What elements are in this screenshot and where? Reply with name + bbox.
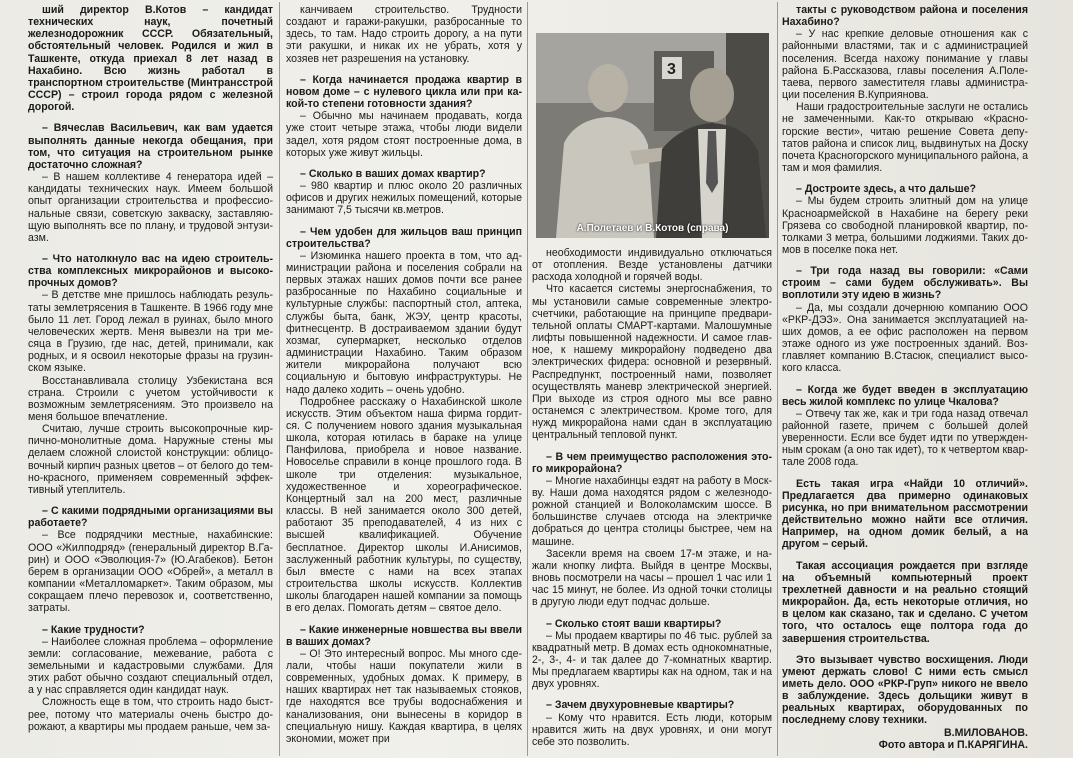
byline: В.МИЛОВАНОВ. — [944, 726, 1028, 739]
photo-caption: А.Полетаев и В.Котов (справа) — [576, 223, 729, 234]
body-paragraph: – О! Это интересный вопрос. Мы много сделали, чтобы наши покупатели жили в современных, удобных домах. К примеру, в наших квартирах нет так называемых стояков, где находятся все трубы водоснабжения и канализования, они вынесены в коридор в специальную нишу. Каждая квартира, в целях экономии, может при — [286, 647, 522, 745]
body-paragraph: Восстанавливала столицу Узбекистана вся страна. Строили с учетом устойчивости к возможным землетрясениям. Это произвело на меня большое впечатление. — [28, 374, 273, 423]
column-4 — [782, 4, 1028, 754]
interview-question: – Вячеслав Васильевич, как вам удается выполнять данные некогда обещания, при том, что ситуация на строительном рынке достаточно сложная? — [28, 122, 273, 171]
body-paragraph: Считаю, лучше строить высокопрочные кирпично-монолитные дома. Наружные стены мы делаем сложной слоистой конструкции: облицовочный кирпич разных цветов – от белого до темно-красного, применяем современный эффективный утеплитель. — [28, 423, 273, 496]
interview-question: – Что натолкнуло вас на идею строительства комплексных микрорайонов и высокопрочных домов? — [28, 252, 273, 290]
body-paragraph: Засекли время на своем 17-м этаже, и нажали кнопку лифта. Выйдя в центре Москвы, вновь посмотрели на часы – прошел 1 час или 1 час 15 минут, не более. Из одной точки столицы в другую люди едут подчас дольше. — [532, 547, 772, 609]
interview-question: – Чем удобен для жильцов ваш принцип строительства? — [286, 225, 522, 250]
body-paragraph: – Отвечу так же, как и три года назад отвечал районной газете, причем с большей долей уверенности. Если все будет идти по утвержденным срокам (а оно так идет), то к четвертом квартале 2008 года. — [782, 407, 1028, 469]
body-paragraph: – В нашем коллективе 4 генератора идей – кандидаты технических наук. Имеем большой опыт организации строительства и профессиональные связи, советскую закваску, заставляющую выполнять все по плану, и трудовой энтузиазм. — [28, 171, 273, 244]
lead-paragraph: такты с руководством района и поселения Нахабино? — [782, 4, 1028, 29]
body-paragraph: Подробнее расскажу о Нахабинской школе искусств. Этим объектом наша фирма гордится. С получением нового здания музыкальная школа, которая ютилась в бараке на улице Панфилова, приобрела и новое название. Новоселье справили в конце прошлого года. В школе три отделения: музыкальное, художественное и хореографическое. Концертный зал на 200 мест, различные классы. В ней занимается около 300 детей, работают 35 преподавателей, 4 из них с высшей квалификацией. Обучение бесплатное. Директор школы И.Анисимов, заслуженный работник культуры, по существу, был вместе с нами на всех этапах строительства школы искусств. Коллектив школы благодарен нашей компании за помощь в его делах. Помогать детям – святое дело. — [286, 395, 522, 615]
column-2 — [286, 4, 522, 754]
body-paragraph: – Кому что нравится. Есть люди, которым нравится жить на двух уровнях, и они могут себе это позволить. — [532, 711, 772, 748]
interview-question: – Когда начинается продажа квартир в новом доме – с нулевого цикла или при какой-то степени готовности здания? — [286, 73, 522, 111]
column-1 — [28, 4, 273, 754]
body-paragraph: Сложность еще в том, что строить надо быстрее, потому что материалы очень быстро дорожают, а квартиры мы продаем раньше, чем за- — [28, 696, 273, 733]
column-divider — [527, 2, 528, 756]
interview-question: – Какие трудности? — [42, 623, 145, 636]
column-divider — [279, 2, 280, 756]
interview-question: – Сколько в ваших домах квартир? — [300, 167, 486, 180]
body-paragraph: – Многие нахабинцы ездят на работу в Москву. Наши дома находятся рядом с железнодорожной станцией и Волоколамским шоссе. В большинстве случаев отсюда на электричке добраться до центра столицы быстрее, чем на машине. — [532, 474, 772, 548]
column-divider — [777, 2, 778, 756]
interview-question: – Сколько стоят ваши квартиры? — [546, 617, 722, 630]
interview-question: Есть такая игра «Найди 10 отличий». Предлагается два примерно одинаковых рисунка, но при внимательном рассмотрении действительно можно найти все отличия. Например, на одном домик белый, а на другом – серый. — [782, 477, 1028, 551]
body-paragraph: – В детстве мне пришлось наблюдать результаты землетрясения в Ташкенте. В 1966 году мне было 11 лет. Город лежал в руинах, было много человеческих жертв. Меня вывезли на три месяца в Грузию, где нас, детей, принимали, как родных, и я освоил некоторые фразы на грузинском языке. — [28, 289, 273, 375]
interview-question: Это вызывает чувство восхищения. Люди умеют держать слово! С ними есть смысл иметь дело. ООО «РКР-Груп» никого не ввело в заблуждение. Здесь дольщики живут в реальных квартирах, оборудованных по последнему слову техники. — [782, 653, 1028, 727]
body-paragraph: Наши градостроительные заслуги не остались не замеченными. Как-то открываю «Красногорские вести», читаю решение Совета депутатов района и список лиц, выдвинутых на Доску почета Красногорского муниципального района, а там и моя фамилия. — [782, 101, 1028, 175]
body-paragraph: Что касается системы энергоснабжения, то мы установили самые современные электросчетчики, работающие на принципе предварительной оплаты СМАРТ-картами. Малошумные лифты повышенной надежности. И самое главное, к нашему микрорайону подведено два электрических фидера: основной и резервный. Распредпункт, построенный нами, позволяет осуществлять маневр электрической энергией. При выходе из строя одного мы все равно останемся с электричеством. Кроме того, для нужд микрорайона нами сдан в эксплуатацию центральный тепловой пункт. — [532, 283, 772, 442]
body-paragraph: – 980 квартир и плюс около 20 различных офисов и других нежилых помещений, которые занимают 7,5 тысячи кв.метров. — [286, 180, 522, 217]
interview-question: – Три года назад вы говорили: «Сами строим – сами будем обслуживать». Вы воплотили эту идею в жизнь? — [782, 265, 1028, 302]
article-photo — [536, 33, 769, 238]
body-paragraph: – Все подрядчики местные, нахабинские: ООО «Жилподряд» (генеральный директор В.Гарин) и ООО «Эволюция-7» (Ю.Агабеков). Бетон берем в организации ООО «Обрей», а металл в компании «Металломаркет». Таким образом, мы сокращаем плечо перевозок и, соответственно, затраты. — [28, 529, 273, 615]
interview-question: – Зачем двухуровневые квартиры? — [546, 699, 735, 712]
interview-question: – В чем преимущество расположения этого микрорайона? — [532, 450, 772, 475]
body-paragraph: – Изюминка нашего проекта в том, что администрации района и поселения собрали на первых этажах наших домов почти все ранее разбросанные по Нахабино социальные и культурные службы: паспортный стол, аптека, службы быта, банк, ЖЭУ, центр красоты, фитнесцентр. В достраиваемом здании будут хозмаг, супермаркет, несколько отделов администрации Нахабино. Таким образом жители микрорайона получают всю социальную и бытовую инфраструктуры. Не надо далеко ходить – очень удобно. — [286, 249, 522, 396]
interview-question: Такая ассоциация рождается при взгляде на объемный компьютерный проект трехлетней давности и на реально стоящий микрорайон. Да, есть некоторые отличия, но в целом как сказано, так и сделано. С учетом того, что осталось еще полтора года до завершения строительства. — [782, 559, 1028, 645]
interview-question: – Достроите здесь, а что дальше? — [796, 183, 976, 196]
interview-question: – С какими подрядными организациями вы работаете? — [28, 505, 273, 530]
lead-paragraph: ший директор В.Котов – кандидат технических наук, почетный железнодорожник СССР. Обязательный, обстоятельный человек. Родился и жил в Ташкенте, откуда приехал 8 лет назад в Нахабино. Всю жизнь работал в транспортном строительстве (Минтрансстрой СССР) – строил города рядом с железной дорогой. — [28, 4, 273, 114]
body-paragraph: необходимости индивидуально отключаться от отопления. Везде установлены датчики расхода холодной и горячей воды. — [532, 247, 772, 284]
body-paragraph: – Наиболее сложная проблема – оформление земли: согласование, межевание, работа с земельными и кадастровыми службами. Для этих работ обычно создают специальный отдел, а у нас справляется один кандидат наук. — [28, 635, 273, 697]
byline: Фото автора и П.КАРЯГИНА. — [878, 738, 1028, 751]
body-paragraph: – Обычно мы начинаем продавать, когда уже стоит четыре этажа, чтобы люди видели задел, хотя рядом стоят построенные дома, в которых уже живут жильцы. — [286, 110, 522, 159]
body-paragraph: канчиваем строительство. Трудности создают и гаражи-ракушки, разбросанные то здесь, то там. Надо строить дорогу, а на пути эти ракушки, и никак их не убрать, хотя у хозяев нет разрешения на установку. — [286, 4, 522, 65]
body-paragraph: – Мы продаем квартиры по 46 тыс. рублей за квадратный метр. В домах есть однокомнатные, 2-, 3-, 4- и так далее до 7-комнатных квартир. Мы предлагаем квартиры как на одном, так и на двух уровнях. — [532, 629, 772, 691]
body-paragraph: – У нас крепкие деловые отношения как с районными властями, так и с администрацией поселения. Всегда нахожу понимание у главы района Б.Рассказова, главы поселения А.Полетаева, первого заместителя главы администрации поселения В.Куприянова. — [782, 28, 1028, 102]
interview-question: – Какие инженерные новшества вы ввели в ваших домах? — [286, 623, 522, 648]
body-paragraph: – Мы будем строить элитный дом на улице Красноармейской в Нахабине на берегу реки Грязева со свободной планировкой квартир, потолками 3 метра, большими лоджиями. Таких домов в поселке пока нет. — [782, 195, 1028, 256]
body-paragraph: – Да, мы создали дочернюю компанию ООО «РКР-ДЭЗ». Она занимается эксплуатацией наших домов, а ее офис расположен на первом этаже одного из уже построенных зданий. Возглавляет компанию В.Стасюк, специалист высокого класса. — [782, 301, 1028, 375]
photo-illustration — [536, 33, 769, 238]
interview-question: – Когда же будет введен в эксплуатацию весь жилой комплекс по улице Чкалова? — [782, 383, 1028, 408]
street-sign-number: 3 — [667, 61, 676, 78]
